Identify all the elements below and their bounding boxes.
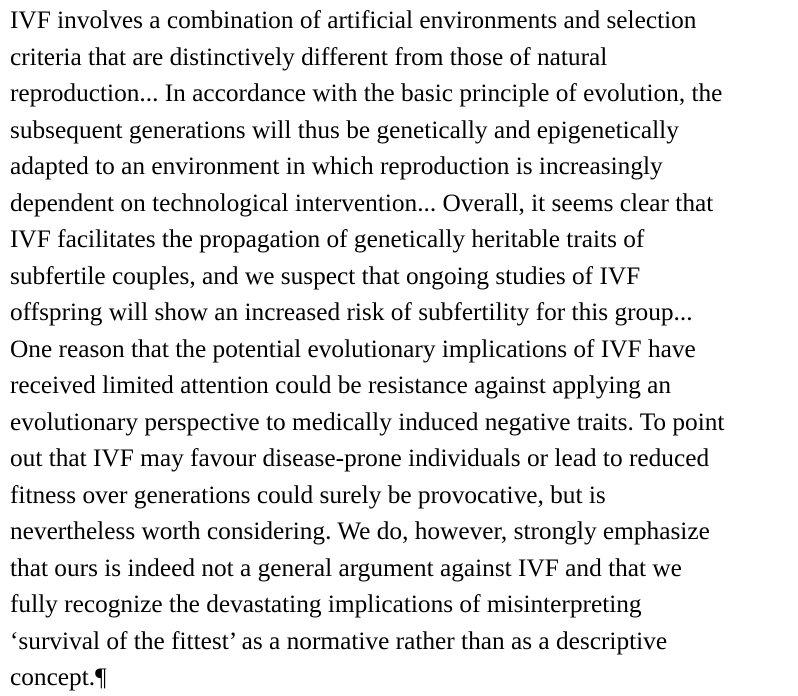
paragraph-line: subfertile couples, and we suspect that ongoing studies of IVF [10,261,641,290]
paragraph-mark-icon: ¶ [95,663,107,691]
paragraph-line: dependent on technological intervention... Overall, it seems clear that [10,188,714,217]
paragraph-line: nevertheless worth considering. We do, however, strongly emphasize [10,517,710,545]
paragraph-line: IVF facilitates the propagation of genetically heritable traits of [10,225,645,253]
paragraph-line-text: concept. [10,663,96,691]
paragraph-line: ‘survival of the fittest’ as a normative rather than as a descriptive [10,626,668,655]
paragraph-line: reproduction... In accordance with the basic principle of evolution, the [10,79,723,107]
paragraph-line: criteria that are distinctively different from those of natural [10,42,608,71]
paragraph-line: fitness over generations could surely be provocative, but is [10,480,606,509]
paragraph-line: fully recognize the devastating implications of misinterpreting [10,590,642,618]
paragraph-line: that ours is indeed not a general argument against IVF and that we [10,553,682,582]
paragraph-line: subsequent generations will thus be genetically and epigenetically [10,115,679,144]
paragraph-line: evolutionary perspective to medically induced negative traits. To point [10,407,725,436]
paragraph-line: out that IVF may favour disease-prone individuals or lead to reduced [10,444,710,472]
paragraph-line: IVF involves a combination of artificial environments and selection [10,6,697,34]
paragraph-line: One reason that the potential evolutionary implications of IVF have [10,334,696,363]
paragraph-last-line [10,659,794,696]
paragraph-line: adapted to an environment in which reproduction is increasingly [10,152,663,180]
paragraph-line: received limited attention could be resistance against applying an [10,371,672,399]
paragraph-line: offspring will show an increased risk of subfertility for this group... [10,298,693,326]
body-paragraph [10,2,796,696]
